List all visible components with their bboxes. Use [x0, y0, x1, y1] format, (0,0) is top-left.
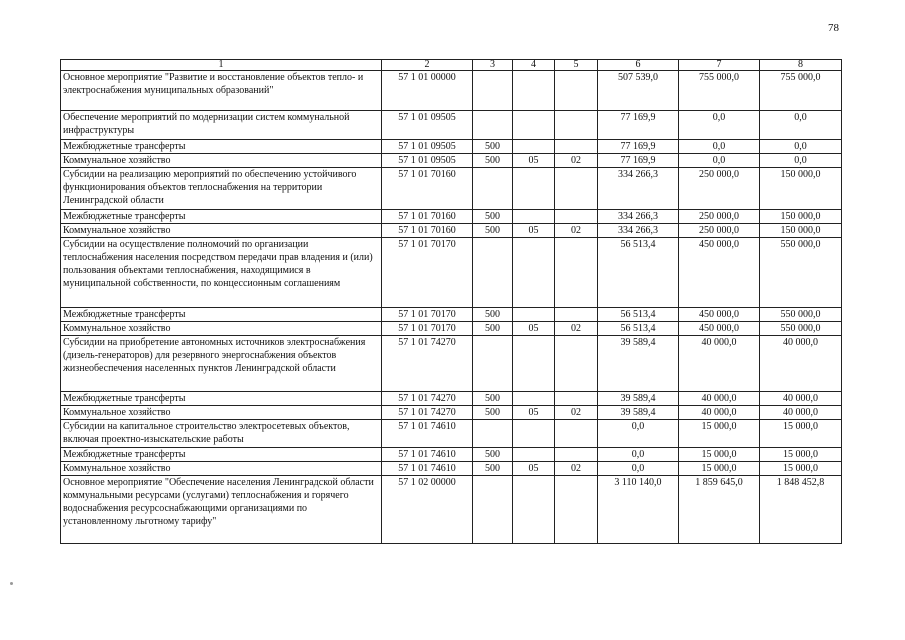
item-name: Субсидии на приобретение автономных источников электроснабжения (дизель-генераторов) для резервного энергоснабжения объектов жизнеобеспечения населенных пунктов Ленинградской области	[61, 336, 382, 392]
amount-col7: 40 000,0	[679, 392, 760, 406]
amount-col6: 39 589,4	[598, 392, 679, 406]
expense-type: 500	[473, 210, 513, 224]
amount-col7: 40 000,0	[679, 406, 760, 420]
subsection-code	[555, 71, 598, 111]
target-code: 57 1 01 74610	[382, 462, 473, 476]
header-row	[61, 60, 842, 71]
target-code: 57 1 01 70160	[382, 210, 473, 224]
subsection-code	[555, 420, 598, 448]
table-row	[61, 420, 842, 448]
table-row	[61, 210, 842, 224]
table-row	[61, 406, 842, 420]
section-code	[513, 420, 555, 448]
expense-type	[473, 476, 513, 544]
header-cell: 1	[61, 60, 382, 71]
expense-type	[473, 420, 513, 448]
amount-col6: 39 589,4	[598, 406, 679, 420]
table-row	[61, 392, 842, 406]
header-cell: 5	[555, 60, 598, 71]
item-name: Коммунальное хозяйство	[61, 406, 382, 420]
subsection-code: 02	[555, 406, 598, 420]
item-name: Коммунальное хозяйство	[61, 462, 382, 476]
amount-col6: 334 266,3	[598, 224, 679, 238]
section-code: 05	[513, 322, 555, 336]
item-name: Коммунальное хозяйство	[61, 322, 382, 336]
expense-type	[473, 111, 513, 140]
item-name: Субсидии на капитальное строительство электросетевых объектов, включая проектно-изыскательские работы	[61, 420, 382, 448]
amount-col8: 40 000,0	[760, 392, 842, 406]
item-name: Основное мероприятие "Обеспечение населения Ленинградской области коммунальными ресурсами (услугами) теплоснабжения и горячего водоснабжения ресурсоснабжающими организациями по установленному льготному тарифу"	[61, 476, 382, 544]
amount-col8: 550 000,0	[760, 238, 842, 308]
amount-col8: 15 000,0	[760, 462, 842, 476]
amount-col7: 0,0	[679, 140, 760, 154]
section-code	[513, 476, 555, 544]
table-row	[61, 71, 842, 111]
amount-col6: 334 266,3	[598, 210, 679, 224]
section-code: 05	[513, 154, 555, 168]
amount-col7: 15 000,0	[679, 448, 760, 462]
amount-col6: 77 169,9	[598, 154, 679, 168]
section-code	[513, 210, 555, 224]
expense-type	[473, 238, 513, 308]
subsection-code: 02	[555, 322, 598, 336]
section-code	[513, 111, 555, 140]
target-code: 57 1 01 00000	[382, 71, 473, 111]
subsection-code	[555, 448, 598, 462]
expense-type: 500	[473, 448, 513, 462]
item-name: Межбюджетные трансферты	[61, 448, 382, 462]
amount-col7: 450 000,0	[679, 322, 760, 336]
section-code: 05	[513, 224, 555, 238]
header-cell: 4	[513, 60, 555, 71]
expense-type: 500	[473, 140, 513, 154]
expense-type: 500	[473, 308, 513, 322]
target-code: 57 1 01 09505	[382, 111, 473, 140]
header-cell: 6	[598, 60, 679, 71]
amount-col7: 450 000,0	[679, 308, 760, 322]
amount-col7: 755 000,0	[679, 71, 760, 111]
amount-col8: 0,0	[760, 111, 842, 140]
amount-col6: 56 513,4	[598, 238, 679, 308]
item-name: Межбюджетные трансферты	[61, 308, 382, 322]
expense-type: 500	[473, 224, 513, 238]
section-code	[513, 140, 555, 154]
expense-type: 500	[473, 322, 513, 336]
header-cell: 8	[760, 60, 842, 71]
page-number: 78	[828, 22, 839, 34]
budget-table	[60, 59, 842, 544]
target-code: 57 1 01 74270	[382, 392, 473, 406]
table-row	[61, 322, 842, 336]
subsection-code	[555, 392, 598, 406]
section-code	[513, 168, 555, 210]
subsection-code	[555, 111, 598, 140]
target-code: 57 1 01 74270	[382, 336, 473, 392]
target-code: 57 1 01 70170	[382, 322, 473, 336]
section-code	[513, 336, 555, 392]
expense-type: 500	[473, 406, 513, 420]
amount-col8: 0,0	[760, 140, 842, 154]
target-code: 57 1 01 70160	[382, 224, 473, 238]
subsection-code: 02	[555, 154, 598, 168]
table-row	[61, 308, 842, 322]
expense-type	[473, 336, 513, 392]
subsection-code: 02	[555, 462, 598, 476]
table-row	[61, 168, 842, 210]
amount-col8: 550 000,0	[760, 322, 842, 336]
target-code: 57 1 02 00000	[382, 476, 473, 544]
amount-col6: 77 169,9	[598, 140, 679, 154]
subsection-code	[555, 308, 598, 322]
table-row	[61, 448, 842, 462]
item-name: Субсидии на осуществление полномочий по организации теплоснабжения населения посредством передачи прав владения и (или) пользования объектами теплоснабжения, находящимися в муниципальной собственности, по концессионным соглашениям	[61, 238, 382, 308]
amount-col7: 40 000,0	[679, 336, 760, 392]
table-row	[61, 224, 842, 238]
target-code: 57 1 01 09505	[382, 140, 473, 154]
amount-col7: 0,0	[679, 154, 760, 168]
amount-col8: 150 000,0	[760, 168, 842, 210]
target-code: 57 1 01 74270	[382, 406, 473, 420]
amount-col6: 3 110 140,0	[598, 476, 679, 544]
scan-speck	[10, 582, 13, 585]
section-code	[513, 308, 555, 322]
item-name: Обеспечение мероприятий по модернизации систем коммунальной инфраструктуры	[61, 111, 382, 140]
amount-col7: 250 000,0	[679, 168, 760, 210]
amount-col6: 0,0	[598, 448, 679, 462]
amount-col6: 0,0	[598, 420, 679, 448]
table-row	[61, 140, 842, 154]
item-name: Коммунальное хозяйство	[61, 154, 382, 168]
amount-col8: 150 000,0	[760, 210, 842, 224]
item-name: Межбюджетные трансферты	[61, 140, 382, 154]
table-row	[61, 336, 842, 392]
target-code: 57 1 01 74610	[382, 448, 473, 462]
section-code	[513, 238, 555, 308]
subsection-code: 02	[555, 224, 598, 238]
target-code: 57 1 01 74610	[382, 420, 473, 448]
table-row	[61, 238, 842, 308]
amount-col8: 0,0	[760, 154, 842, 168]
amount-col8: 40 000,0	[760, 406, 842, 420]
section-code	[513, 71, 555, 111]
amount-col6: 334 266,3	[598, 168, 679, 210]
section-code: 05	[513, 462, 555, 476]
amount-col8: 755 000,0	[760, 71, 842, 111]
subsection-code	[555, 140, 598, 154]
header-cell: 2	[382, 60, 473, 71]
amount-col7: 15 000,0	[679, 420, 760, 448]
table-row	[61, 111, 842, 140]
section-code	[513, 392, 555, 406]
section-code	[513, 448, 555, 462]
expense-type: 500	[473, 462, 513, 476]
subsection-code	[555, 336, 598, 392]
item-name: Коммунальное хозяйство	[61, 224, 382, 238]
header-cell: 7	[679, 60, 760, 71]
amount-col7: 250 000,0	[679, 210, 760, 224]
item-name: Субсидии на реализацию мероприятий по обеспечению устойчивого функционирования объектов теплоснабжения на территории Ленинградской области	[61, 168, 382, 210]
amount-col8: 150 000,0	[760, 224, 842, 238]
expense-type: 500	[473, 392, 513, 406]
item-name: Межбюджетные трансферты	[61, 392, 382, 406]
subsection-code	[555, 168, 598, 210]
section-code: 05	[513, 406, 555, 420]
amount-col8: 1 848 452,8	[760, 476, 842, 544]
expense-type	[473, 168, 513, 210]
subsection-code	[555, 238, 598, 308]
amount-col8: 550 000,0	[760, 308, 842, 322]
amount-col6: 56 513,4	[598, 322, 679, 336]
amount-col7: 1 859 645,0	[679, 476, 760, 544]
target-code: 57 1 01 70170	[382, 238, 473, 308]
table-row	[61, 476, 842, 544]
expense-type	[473, 71, 513, 111]
header-cell: 3	[473, 60, 513, 71]
table-row	[61, 154, 842, 168]
item-name: Основное мероприятие "Развитие и восстановление объектов тепло- и электроснабжения муниципальных образований"	[61, 71, 382, 111]
expense-type: 500	[473, 154, 513, 168]
item-name: Межбюджетные трансферты	[61, 210, 382, 224]
subsection-code	[555, 476, 598, 544]
amount-col6: 56 513,4	[598, 308, 679, 322]
amount-col6: 0,0	[598, 462, 679, 476]
amount-col7: 0,0	[679, 111, 760, 140]
target-code: 57 1 01 09505	[382, 154, 473, 168]
amount-col6: 507 539,0	[598, 71, 679, 111]
target-code: 57 1 01 70160	[382, 168, 473, 210]
target-code: 57 1 01 70170	[382, 308, 473, 322]
amount-col7: 250 000,0	[679, 224, 760, 238]
amount-col8: 40 000,0	[760, 336, 842, 392]
amount-col8: 15 000,0	[760, 420, 842, 448]
amount-col7: 15 000,0	[679, 462, 760, 476]
amount-col6: 77 169,9	[598, 111, 679, 140]
table-row	[61, 462, 842, 476]
amount-col6: 39 589,4	[598, 336, 679, 392]
amount-col7: 450 000,0	[679, 238, 760, 308]
subsection-code	[555, 210, 598, 224]
amount-col8: 15 000,0	[760, 448, 842, 462]
